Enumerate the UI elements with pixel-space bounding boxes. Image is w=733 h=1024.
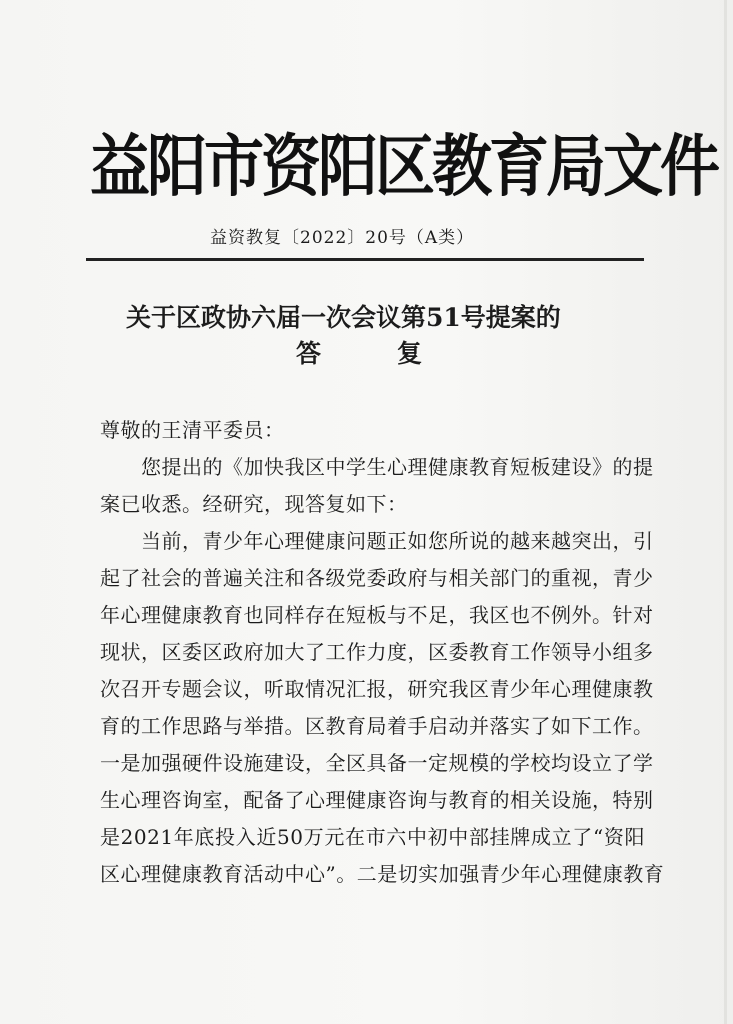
letter-body [100,412,665,893]
body-line: 区心理健康教育活动中心”。二是切实加强青少年心理健康教育 [100,862,665,886]
body-line: 案已收悉。经研究，现答复如下： [100,492,408,516]
body-line: 是2021年底投入近50万元在市六中初中部挂牌成立了“资阳 [100,825,645,849]
document-header-title: 益阳市资阳区教育局文件 [90,127,717,207]
body-line: 育的工作思路与举措。区教育局着手启动并落实了如下工作。 [100,714,654,738]
body-line: 起了社会的普遍关注和各级党委政府与相关部门的重视，青少 [100,566,654,590]
reply-title-line-1: 关于区政协六届一次会议第51号提案的 [126,303,561,332]
body-line: 年心理健康教育也同样存在短板与不足，我区也不例外。针对 [100,603,654,627]
header-divider-rule [86,258,644,261]
body-line: 生心理咨询室，配备了心理健康咨询与教育的相关设施，特别 [100,788,654,812]
document-number: 益资教复〔2022〕20号（A类） [210,228,475,248]
reply-title-line-2: 答复 [296,339,499,368]
salutation: 尊敬的王清平委员： [100,418,285,442]
body-line: 一是加强硬件设施建设，全区具备一定规模的学校均设立了学 [100,751,654,775]
body-line: 您提出的《加快我区中学生心理健康教育短板建设》的提 [100,455,654,479]
body-line: 次召开专题会议，听取情况汇报，研究我区青少年心理健康教 [100,677,654,701]
body-line: 当前，青少年心理健康问题正如您所说的越来越突出，引 [100,529,654,553]
body-line: 现状，区委区政府加大了工作力度，区委教育工作领导小组多 [100,640,654,664]
page-edge-shadow [724,0,727,1024]
